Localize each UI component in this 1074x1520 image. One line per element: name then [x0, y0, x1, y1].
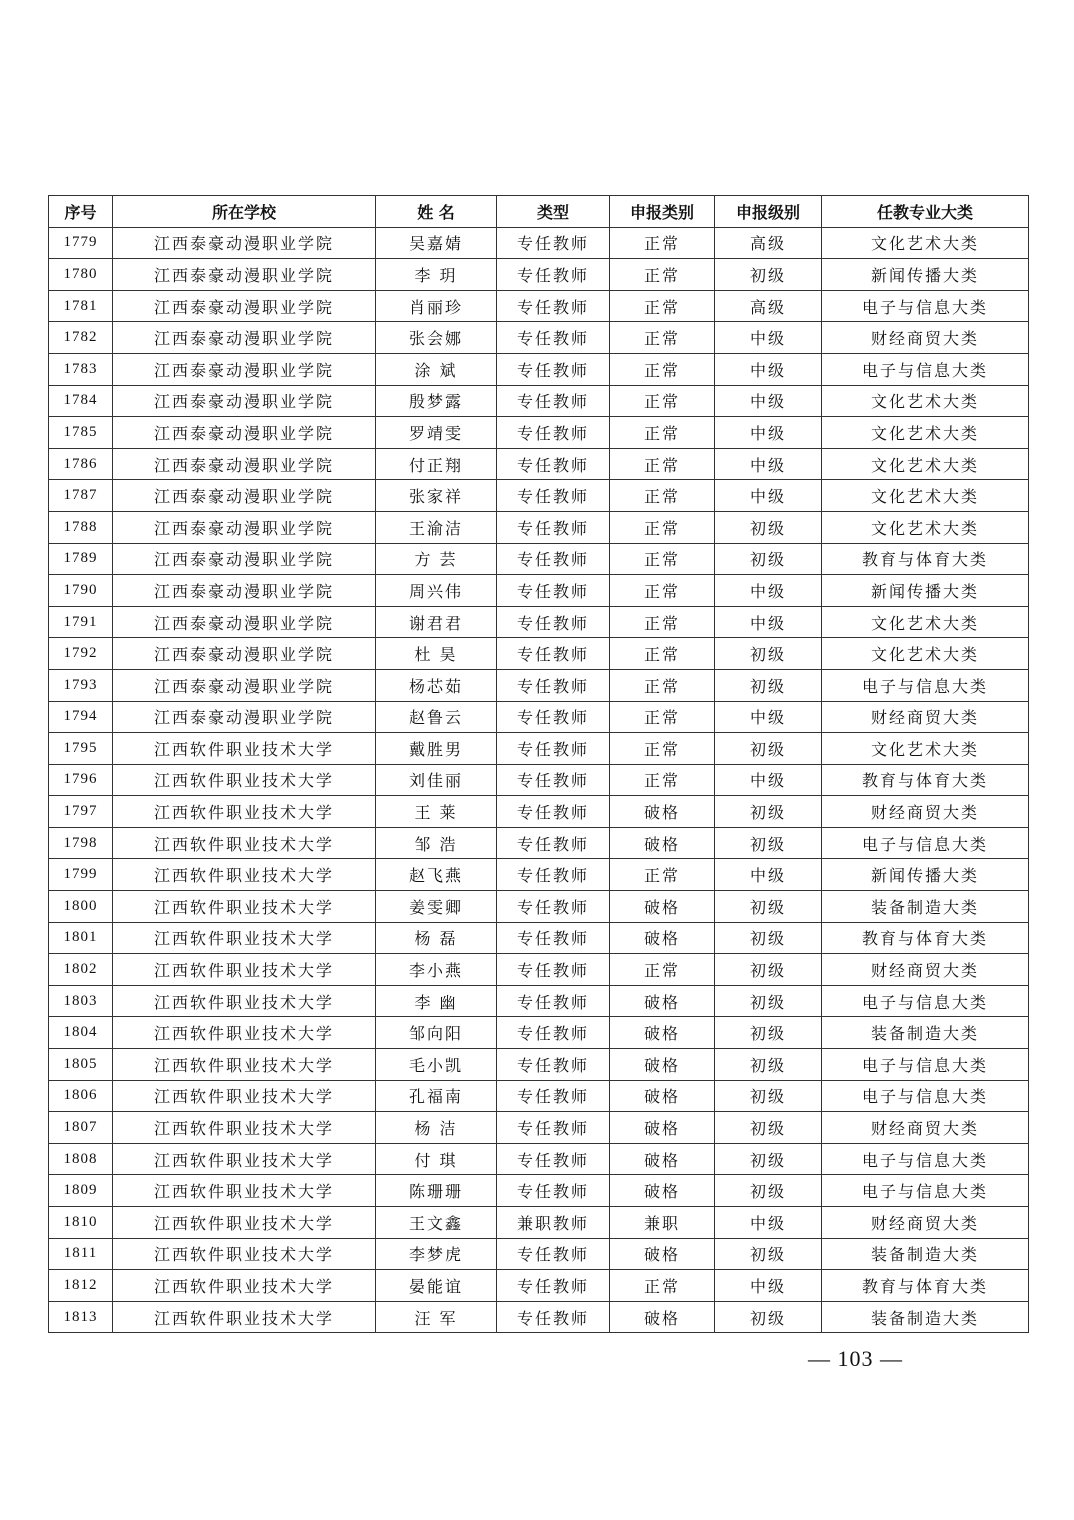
- cell-major: 装备制造大类: [822, 1301, 1029, 1333]
- table-row: [49, 1080, 1029, 1112]
- cell-seq: 1780: [49, 259, 113, 291]
- cell-type: 专任教师: [497, 922, 610, 954]
- table-row: [49, 1270, 1029, 1302]
- cell-seq: 1794: [49, 701, 113, 733]
- cell-name: 殷梦露: [376, 385, 497, 417]
- cell-category: 正常: [610, 733, 715, 765]
- table-row: [49, 638, 1029, 670]
- table-row: [49, 1207, 1029, 1239]
- cell-school: 江西软件职业技术大学: [113, 954, 376, 986]
- cell-type: 专任教师: [497, 733, 610, 765]
- cell-school: 江西泰豪动漫职业学院: [113, 480, 376, 512]
- cell-name: 张家祥: [376, 480, 497, 512]
- cell-level: 初级: [715, 1049, 822, 1081]
- table-row: [49, 985, 1029, 1017]
- cell-major: 教育与体育大类: [822, 764, 1029, 796]
- cell-type: 专任教师: [497, 511, 610, 543]
- cell-type: 专任教师: [497, 1301, 610, 1333]
- cell-type: 专任教师: [497, 448, 610, 480]
- cell-name: 杨 磊: [376, 922, 497, 954]
- cell-major: 新闻传播大类: [822, 575, 1029, 607]
- table-row: [49, 922, 1029, 954]
- cell-name: 李 玥: [376, 259, 497, 291]
- cell-category: 破格: [610, 1049, 715, 1081]
- cell-school: 江西软件职业技术大学: [113, 922, 376, 954]
- cell-type: 专任教师: [497, 891, 610, 923]
- cell-school: 江西泰豪动漫职业学院: [113, 417, 376, 449]
- cell-category: 破格: [610, 891, 715, 923]
- cell-level: 高级: [715, 290, 822, 322]
- cell-category: 破格: [610, 985, 715, 1017]
- table-row: [49, 1143, 1029, 1175]
- table-row: [49, 701, 1029, 733]
- cell-type: 专任教师: [497, 1238, 610, 1270]
- cell-seq: 1784: [49, 385, 113, 417]
- table-row: [49, 448, 1029, 480]
- cell-name: 赵鲁云: [376, 701, 497, 733]
- cell-name: 汪 军: [376, 1301, 497, 1333]
- table-row: [49, 322, 1029, 354]
- cell-type: 专任教师: [497, 575, 610, 607]
- cell-name: 李 幽: [376, 985, 497, 1017]
- cell-type: 专任教师: [497, 638, 610, 670]
- cell-category: 正常: [610, 290, 715, 322]
- cell-seq: 1801: [49, 922, 113, 954]
- table-row: [49, 575, 1029, 607]
- cell-level: 初级: [715, 638, 822, 670]
- cell-category: 破格: [610, 827, 715, 859]
- cell-major: 文化艺术大类: [822, 227, 1029, 259]
- cell-type: 专任教师: [497, 985, 610, 1017]
- table-row: [49, 764, 1029, 796]
- cell-type: 专任教师: [497, 827, 610, 859]
- cell-type: 专任教师: [497, 954, 610, 986]
- cell-category: 正常: [610, 480, 715, 512]
- table-row: [49, 827, 1029, 859]
- cell-seq: 1785: [49, 417, 113, 449]
- cell-level: 初级: [715, 733, 822, 765]
- cell-type: 专任教师: [497, 859, 610, 891]
- cell-name: 邹 浩: [376, 827, 497, 859]
- cell-name: 肖丽珍: [376, 290, 497, 322]
- cell-major: 教育与体育大类: [822, 543, 1029, 575]
- table-row: [49, 417, 1029, 449]
- cell-category: 正常: [610, 638, 715, 670]
- cell-level: 初级: [715, 543, 822, 575]
- cell-name: 杨芯茹: [376, 669, 497, 701]
- cell-category: 正常: [610, 322, 715, 354]
- table-row: [49, 1175, 1029, 1207]
- cell-name: 王 莱: [376, 796, 497, 828]
- roster-body: [49, 227, 1029, 1333]
- cell-level: 初级: [715, 1017, 822, 1049]
- cell-type: 专任教师: [497, 353, 610, 385]
- cell-school: 江西泰豪动漫职业学院: [113, 701, 376, 733]
- cell-school: 江西泰豪动漫职业学院: [113, 575, 376, 607]
- cell-type: 专任教师: [497, 701, 610, 733]
- cell-major: 文化艺术大类: [822, 638, 1029, 670]
- cell-seq: 1790: [49, 575, 113, 607]
- cell-name: 周兴伟: [376, 575, 497, 607]
- cell-level: 高级: [715, 227, 822, 259]
- table-row: [49, 1017, 1029, 1049]
- cell-seq: 1802: [49, 954, 113, 986]
- cell-name: 杜 昊: [376, 638, 497, 670]
- table-row: [49, 543, 1029, 575]
- cell-level: 中级: [715, 859, 822, 891]
- cell-school: 江西软件职业技术大学: [113, 827, 376, 859]
- cell-level: 初级: [715, 796, 822, 828]
- cell-category: 破格: [610, 796, 715, 828]
- cell-name: 吴嘉婧: [376, 227, 497, 259]
- cell-type: 专任教师: [497, 417, 610, 449]
- cell-school: 江西泰豪动漫职业学院: [113, 606, 376, 638]
- cell-type: 专任教师: [497, 1017, 610, 1049]
- cell-school: 江西泰豪动漫职业学院: [113, 259, 376, 291]
- cell-major: 文化艺术大类: [822, 511, 1029, 543]
- cell-type: 专任教师: [497, 227, 610, 259]
- table-row: [49, 606, 1029, 638]
- table-row: [49, 1238, 1029, 1270]
- cell-school: 江西泰豪动漫职业学院: [113, 227, 376, 259]
- cell-name: 戴胜男: [376, 733, 497, 765]
- cell-level: 中级: [715, 1207, 822, 1239]
- cell-type: 专任教师: [497, 1175, 610, 1207]
- cell-school: 江西泰豪动漫职业学院: [113, 511, 376, 543]
- cell-seq: 1788: [49, 511, 113, 543]
- cell-major: 电子与信息大类: [822, 669, 1029, 701]
- cell-school: 江西软件职业技术大学: [113, 1017, 376, 1049]
- cell-major: 财经商贸大类: [822, 322, 1029, 354]
- cell-type: 专任教师: [497, 764, 610, 796]
- cell-seq: 1809: [49, 1175, 113, 1207]
- cell-seq: 1803: [49, 985, 113, 1017]
- cell-major: 电子与信息大类: [822, 1175, 1029, 1207]
- cell-name: 孔福南: [376, 1080, 497, 1112]
- cell-major: 装备制造大类: [822, 1017, 1029, 1049]
- cell-level: 中级: [715, 353, 822, 385]
- cell-category: 正常: [610, 353, 715, 385]
- cell-major: 文化艺术大类: [822, 448, 1029, 480]
- cell-category: 破格: [610, 1143, 715, 1175]
- cell-major: 财经商贸大类: [822, 701, 1029, 733]
- cell-seq: 1806: [49, 1080, 113, 1112]
- table-row: [49, 1301, 1029, 1333]
- cell-level: 初级: [715, 891, 822, 923]
- cell-category: 正常: [610, 701, 715, 733]
- cell-type: 专任教师: [497, 290, 610, 322]
- cell-type: 专任教师: [497, 669, 610, 701]
- table-row: [49, 1112, 1029, 1144]
- cell-major: 电子与信息大类: [822, 1049, 1029, 1081]
- table-row: [49, 290, 1029, 322]
- cell-major: 新闻传播大类: [822, 859, 1029, 891]
- cell-level: 中级: [715, 575, 822, 607]
- cell-school: 江西泰豪动漫职业学院: [113, 448, 376, 480]
- cell-school: 江西泰豪动漫职业学院: [113, 290, 376, 322]
- cell-name: 方 芸: [376, 543, 497, 575]
- header-name: 姓 名: [376, 196, 497, 228]
- cell-category: 正常: [610, 859, 715, 891]
- cell-major: 文化艺术大类: [822, 385, 1029, 417]
- cell-school: 江西软件职业技术大学: [113, 1238, 376, 1270]
- cell-school: 江西软件职业技术大学: [113, 1080, 376, 1112]
- header-seq: 序号: [49, 196, 113, 228]
- cell-seq: 1781: [49, 290, 113, 322]
- cell-major: 装备制造大类: [822, 1238, 1029, 1270]
- cell-type: 兼职教师: [497, 1207, 610, 1239]
- cell-school: 江西泰豪动漫职业学院: [113, 322, 376, 354]
- cell-level: 中级: [715, 764, 822, 796]
- cell-category: 破格: [610, 1175, 715, 1207]
- cell-name: 张会娜: [376, 322, 497, 354]
- cell-name: 陈珊珊: [376, 1175, 497, 1207]
- cell-name: 付 琪: [376, 1143, 497, 1175]
- cell-type: 专任教师: [497, 480, 610, 512]
- cell-major: 文化艺术大类: [822, 480, 1029, 512]
- cell-level: 中级: [715, 385, 822, 417]
- cell-major: 新闻传播大类: [822, 259, 1029, 291]
- cell-seq: 1793: [49, 669, 113, 701]
- cell-type: 专任教师: [497, 606, 610, 638]
- cell-seq: 1808: [49, 1143, 113, 1175]
- cell-name: 付正翔: [376, 448, 497, 480]
- cell-major: 教育与体育大类: [822, 922, 1029, 954]
- table-row: [49, 259, 1029, 291]
- cell-level: 初级: [715, 985, 822, 1017]
- cell-level: 中级: [715, 417, 822, 449]
- cell-level: 初级: [715, 1143, 822, 1175]
- cell-major: 文化艺术大类: [822, 417, 1029, 449]
- cell-seq: 1813: [49, 1301, 113, 1333]
- cell-major: 电子与信息大类: [822, 827, 1029, 859]
- cell-school: 江西泰豪动漫职业学院: [113, 669, 376, 701]
- cell-name: 涂 斌: [376, 353, 497, 385]
- cell-category: 正常: [610, 954, 715, 986]
- cell-school: 江西软件职业技术大学: [113, 1049, 376, 1081]
- cell-level: 初级: [715, 1112, 822, 1144]
- cell-seq: 1782: [49, 322, 113, 354]
- cell-school: 江西软件职业技术大学: [113, 1143, 376, 1175]
- cell-level: 初级: [715, 511, 822, 543]
- cell-name: 罗靖雯: [376, 417, 497, 449]
- cell-school: 江西泰豪动漫职业学院: [113, 353, 376, 385]
- cell-seq: 1787: [49, 480, 113, 512]
- cell-seq: 1797: [49, 796, 113, 828]
- cell-type: 专任教师: [497, 1143, 610, 1175]
- cell-seq: 1792: [49, 638, 113, 670]
- cell-major: 电子与信息大类: [822, 353, 1029, 385]
- cell-school: 江西软件职业技术大学: [113, 1270, 376, 1302]
- cell-name: 邹向阳: [376, 1017, 497, 1049]
- cell-type: 专任教师: [497, 1080, 610, 1112]
- table-row: [49, 227, 1029, 259]
- cell-school: 江西软件职业技术大学: [113, 891, 376, 923]
- cell-major: 电子与信息大类: [822, 1143, 1029, 1175]
- roster-table: [48, 195, 1029, 1333]
- cell-level: 初级: [715, 922, 822, 954]
- cell-type: 专任教师: [497, 259, 610, 291]
- cell-major: 财经商贸大类: [822, 796, 1029, 828]
- cell-name: 王文鑫: [376, 1207, 497, 1239]
- cell-level: 初级: [715, 827, 822, 859]
- cell-major: 电子与信息大类: [822, 1080, 1029, 1112]
- cell-type: 专任教师: [497, 796, 610, 828]
- cell-category: 正常: [610, 669, 715, 701]
- cell-level: 初级: [715, 1238, 822, 1270]
- cell-type: 专任教师: [497, 543, 610, 575]
- cell-category: 正常: [610, 259, 715, 291]
- cell-category: 正常: [610, 575, 715, 607]
- cell-seq: 1807: [49, 1112, 113, 1144]
- cell-category: 正常: [610, 606, 715, 638]
- cell-category: 兼职: [610, 1207, 715, 1239]
- cell-school: 江西软件职业技术大学: [113, 1207, 376, 1239]
- cell-name: 李梦虎: [376, 1238, 497, 1270]
- table-row: [49, 733, 1029, 765]
- table-row: [49, 1049, 1029, 1081]
- cell-name: 毛小凯: [376, 1049, 497, 1081]
- cell-major: 文化艺术大类: [822, 733, 1029, 765]
- cell-school: 江西软件职业技术大学: [113, 1301, 376, 1333]
- cell-seq: 1800: [49, 891, 113, 923]
- cell-name: 李小燕: [376, 954, 497, 986]
- cell-level: 初级: [715, 954, 822, 986]
- cell-type: 专任教师: [497, 322, 610, 354]
- cell-seq: 1786: [49, 448, 113, 480]
- cell-school: 江西泰豪动漫职业学院: [113, 385, 376, 417]
- cell-category: 破格: [610, 1238, 715, 1270]
- cell-level: 初级: [715, 669, 822, 701]
- cell-level: 中级: [715, 448, 822, 480]
- table-row: [49, 796, 1029, 828]
- table-row: [49, 669, 1029, 701]
- cell-name: 王渝洁: [376, 511, 497, 543]
- table-row: [49, 511, 1029, 543]
- cell-seq: 1796: [49, 764, 113, 796]
- cell-level: 初级: [715, 1301, 822, 1333]
- cell-category: 破格: [610, 1017, 715, 1049]
- cell-seq: 1804: [49, 1017, 113, 1049]
- cell-level: 中级: [715, 1270, 822, 1302]
- cell-school: 江西软件职业技术大学: [113, 1112, 376, 1144]
- header-type: 类型: [497, 196, 610, 228]
- cell-category: 正常: [610, 1270, 715, 1302]
- cell-seq: 1791: [49, 606, 113, 638]
- cell-seq: 1799: [49, 859, 113, 891]
- cell-name: 刘佳丽: [376, 764, 497, 796]
- cell-school: 江西软件职业技术大学: [113, 859, 376, 891]
- cell-category: 正常: [610, 448, 715, 480]
- header-row: [49, 196, 1029, 228]
- cell-seq: 1798: [49, 827, 113, 859]
- header-major: 任教专业大类: [822, 196, 1029, 228]
- cell-category: 正常: [610, 511, 715, 543]
- cell-category: 破格: [610, 1112, 715, 1144]
- cell-school: 江西软件职业技术大学: [113, 764, 376, 796]
- cell-major: 财经商贸大类: [822, 954, 1029, 986]
- cell-category: 正常: [610, 543, 715, 575]
- cell-major: 教育与体育大类: [822, 1270, 1029, 1302]
- cell-level: 中级: [715, 701, 822, 733]
- cell-name: 晏能谊: [376, 1270, 497, 1302]
- cell-name: 杨 洁: [376, 1112, 497, 1144]
- cell-school: 江西软件职业技术大学: [113, 1175, 376, 1207]
- table-row: [49, 353, 1029, 385]
- cell-school: 江西泰豪动漫职业学院: [113, 543, 376, 575]
- cell-level: 中级: [715, 606, 822, 638]
- cell-seq: 1783: [49, 353, 113, 385]
- table-row: [49, 385, 1029, 417]
- cell-level: 中级: [715, 480, 822, 512]
- table-row: [49, 891, 1029, 923]
- cell-major: 财经商贸大类: [822, 1207, 1029, 1239]
- cell-seq: 1805: [49, 1049, 113, 1081]
- table-row: [49, 859, 1029, 891]
- cell-type: 专任教师: [497, 1112, 610, 1144]
- cell-level: 初级: [715, 1080, 822, 1112]
- header-level: 申报级别: [715, 196, 822, 228]
- cell-school: 江西泰豪动漫职业学院: [113, 638, 376, 670]
- cell-level: 初级: [715, 259, 822, 291]
- cell-category: 正常: [610, 764, 715, 796]
- cell-major: 财经商贸大类: [822, 1112, 1029, 1144]
- cell-major: 装备制造大类: [822, 891, 1029, 923]
- cell-name: 赵飞燕: [376, 859, 497, 891]
- cell-type: 专任教师: [497, 385, 610, 417]
- page-number: — 103 —: [808, 1346, 903, 1371]
- cell-category: 正常: [610, 385, 715, 417]
- cell-category: 正常: [610, 417, 715, 449]
- cell-seq: 1789: [49, 543, 113, 575]
- cell-type: 专任教师: [497, 1049, 610, 1081]
- header-category: 申报类别: [610, 196, 715, 228]
- cell-seq: 1812: [49, 1270, 113, 1302]
- cell-school: 江西软件职业技术大学: [113, 733, 376, 765]
- cell-name: 谢君君: [376, 606, 497, 638]
- cell-level: 初级: [715, 1175, 822, 1207]
- cell-school: 江西软件职业技术大学: [113, 985, 376, 1017]
- cell-major: 文化艺术大类: [822, 606, 1029, 638]
- cell-category: 破格: [610, 922, 715, 954]
- cell-major: 电子与信息大类: [822, 290, 1029, 322]
- cell-level: 中级: [715, 322, 822, 354]
- cell-seq: 1810: [49, 1207, 113, 1239]
- cell-name: 姜雯卿: [376, 891, 497, 923]
- header-school: 所在学校: [113, 196, 376, 228]
- cell-seq: 1795: [49, 733, 113, 765]
- table-row: [49, 480, 1029, 512]
- cell-school: 江西软件职业技术大学: [113, 796, 376, 828]
- cell-type: 专任教师: [497, 1270, 610, 1302]
- cell-major: 电子与信息大类: [822, 985, 1029, 1017]
- cell-category: 破格: [610, 1301, 715, 1333]
- cell-seq: 1779: [49, 227, 113, 259]
- cell-seq: 1811: [49, 1238, 113, 1270]
- table-row: [49, 954, 1029, 986]
- cell-category: 破格: [610, 1080, 715, 1112]
- cell-category: 正常: [610, 227, 715, 259]
